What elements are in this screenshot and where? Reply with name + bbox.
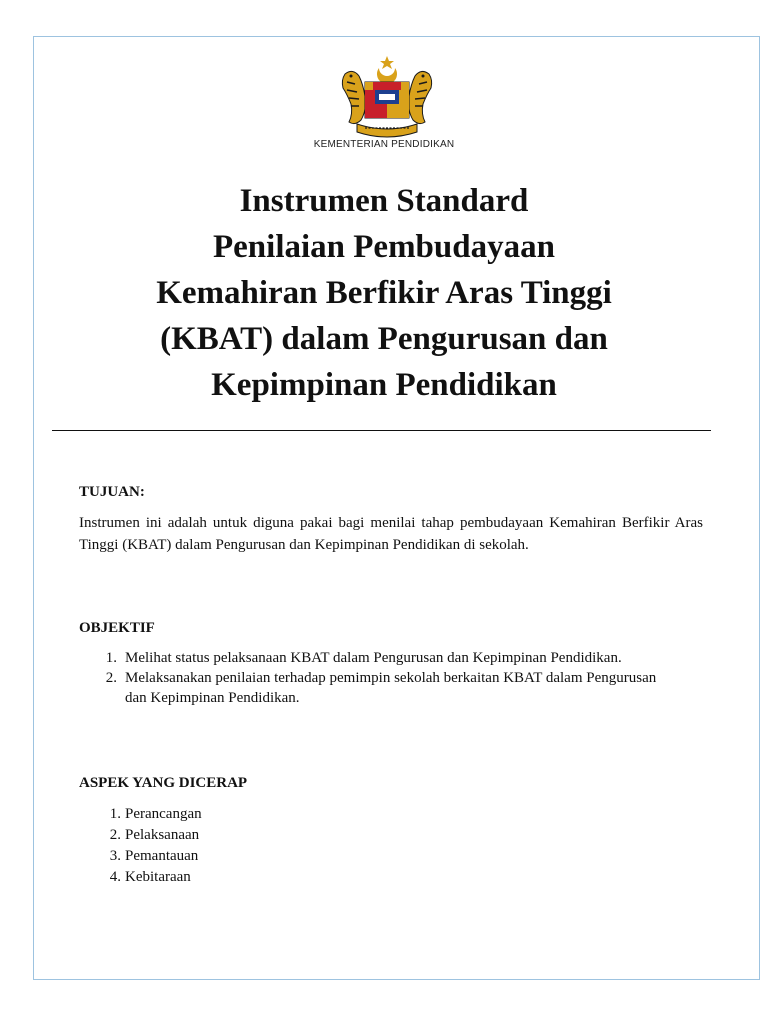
list-number: 2. bbox=[109, 827, 121, 843]
title-line: Kemahiran Berfikir Aras Tinggi bbox=[156, 275, 612, 311]
list-number: 1. bbox=[109, 806, 121, 822]
list-item bbox=[79, 668, 679, 708]
document-title bbox=[0, 178, 768, 408]
list-item bbox=[79, 867, 379, 888]
list-number: 3. bbox=[109, 848, 121, 864]
list-text: Pelaksanaan bbox=[125, 827, 200, 843]
list-item bbox=[79, 825, 379, 846]
list-item bbox=[79, 804, 379, 825]
tujuan-text: Instrumen ini adalah untuk diguna pakai bagi menilai tahap pembudayaan Kemahiran Berfikir Aras Tinggi (KBAT) dalam Pengurusan dan Kepimpinan Pendidikan di sekolah. bbox=[79, 515, 703, 553]
list-number: 4. bbox=[109, 869, 121, 885]
title-line: Instrumen Standard bbox=[239, 183, 529, 219]
objektif-heading: OBJEKTIF bbox=[79, 620, 155, 636]
list-text: Perancangan bbox=[125, 806, 202, 822]
national-crest-logo bbox=[335, 54, 439, 140]
list-text: Melaksanakan penilaian terhadap pemimpin sekolah berkaitan KBAT dalam Pengurusan dan Kepimpinan Pendidikan. bbox=[125, 670, 657, 706]
list-text: Melihat status pelaksanaan KBAT dalam Pengurusan dan Kepimpinan Pendidikan. bbox=[125, 650, 622, 666]
aspek-heading: ASPEK YANG DICERAP bbox=[79, 775, 248, 791]
list-item bbox=[79, 846, 379, 867]
objektif-list bbox=[79, 648, 679, 708]
aspek-list bbox=[79, 804, 379, 888]
title-line: (KBAT) dalam Pengurusan dan bbox=[160, 321, 608, 357]
list-text: Pemantauan bbox=[125, 848, 199, 864]
list-number: 2. bbox=[105, 670, 117, 686]
list-item bbox=[79, 648, 679, 668]
tujuan-heading: TUJUAN: bbox=[79, 484, 145, 500]
title-line: Kepimpinan Pendidikan bbox=[211, 367, 557, 403]
ministry-name: KEMENTERIAN PENDIDIKAN bbox=[313, 139, 455, 150]
list-text: Kebitaraan bbox=[125, 869, 191, 885]
list-number: 1. bbox=[105, 650, 117, 666]
title-divider bbox=[52, 430, 711, 431]
title-line: Penilaian Pembudayaan bbox=[213, 229, 555, 265]
